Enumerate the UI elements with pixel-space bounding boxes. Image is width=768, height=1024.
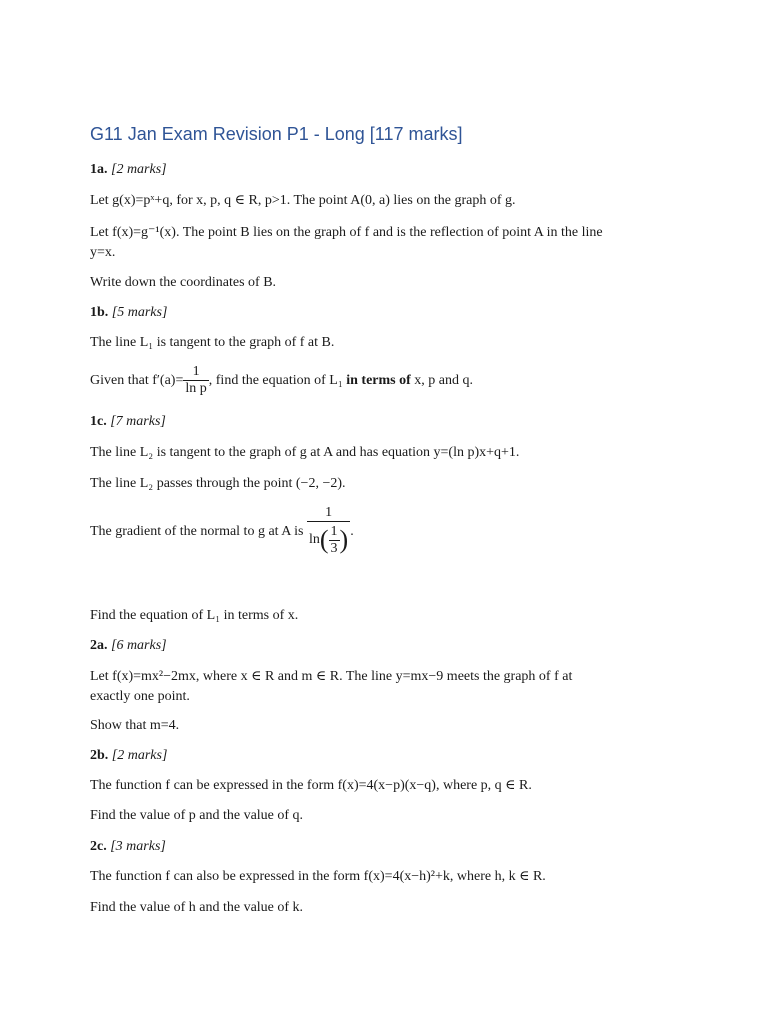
question-number: 2c. <box>90 839 107 854</box>
question-header-1c <box>90 412 166 432</box>
question-header-1b <box>90 303 167 323</box>
gradient-numerator: 1 <box>325 505 333 521</box>
question-marks: [7 marks] <box>110 414 166 429</box>
given-bold: in terms of <box>346 373 411 388</box>
inner-denominator: 3 <box>330 540 338 556</box>
question-instruction: Find the value of h and the value of k. <box>90 900 304 915</box>
given-middle: , find the equation of L₁ <box>208 373 347 388</box>
paren-right: ) <box>339 525 349 555</box>
question-number: 1b. <box>90 305 109 320</box>
fraction <box>183 364 208 397</box>
question-instruction: Find the equation of L₁ in terms of x. <box>90 608 299 623</box>
question-text: The line L₂ passes through the point (−2, −2). <box>90 476 346 491</box>
question-text: y=x. <box>90 245 116 260</box>
question-instruction: Write down the coordinates of B. <box>90 275 277 290</box>
inner-fraction <box>329 524 340 557</box>
question-text: Let f(x)=g⁻¹(x). The point B lies on the graph of f and is the reflection of point A in the line <box>90 225 603 240</box>
given-prefix: Given that f′(a)= <box>90 373 184 388</box>
question-number: 1a. <box>90 162 108 177</box>
question-marks: [5 marks] <box>111 305 168 320</box>
question-marks: [2 marks] <box>111 748 168 763</box>
document-title: G11 Jan Exam Revision P1 - Long [117 marks] <box>90 124 463 144</box>
question-header-2b <box>90 746 167 766</box>
question-text: The line L₂ is tangent to the graph of g at A and has equation y=(ln p)x+q+1. <box>90 445 520 460</box>
question-text: The function f can also be expressed in the form f(x)=4(x−h)²+k, where h, k ∈ R. <box>90 869 546 884</box>
gradient-suffix: . <box>350 524 354 539</box>
fraction-denominator: ln p <box>185 381 207 397</box>
question-text: The line L₁ is tangent to the graph of f at B. <box>90 335 335 350</box>
question-marks: [2 marks] <box>111 162 167 177</box>
paren-left: ( <box>319 525 329 555</box>
question-text: The function f can be expressed in the form f(x)=4(x−p)(x−q), where p, q ∈ R. <box>90 778 532 793</box>
question-header-2a <box>90 636 167 656</box>
question-number: 2b. <box>90 748 109 763</box>
fraction-numerator: 1 <box>192 364 200 380</box>
question-text: Let g(x)=pˣ+q, for x, p, q ∈ R, p>1. The point A(0, a) lies on the graph of g. <box>90 193 516 208</box>
gradient-denominator <box>307 521 350 558</box>
gradient-prefix: The gradient of the normal to g at A is <box>90 524 304 539</box>
question-header-2c <box>90 837 166 857</box>
ln-label: ln <box>308 532 320 548</box>
question-text-given <box>90 363 473 399</box>
inner-numerator: 1 <box>330 523 338 539</box>
question-marks: [3 marks] <box>110 839 166 854</box>
question-marks: [6 marks] <box>111 638 167 653</box>
question-instruction: Show that m=4. <box>90 718 180 733</box>
question-text: exactly one point. <box>90 689 190 704</box>
question-text: Let f(x)=mx²−2mx, where x ∈ R and m ∈ R. The line y=mx−9 meets the graph of f at <box>90 669 573 684</box>
given-end: x, p and q. <box>410 373 473 388</box>
question-instruction: Find the value of p and the value of q. <box>90 808 304 823</box>
gradient-fraction <box>307 505 350 558</box>
question-header-1a <box>90 160 167 180</box>
question-number: 2a. <box>90 638 108 653</box>
question-number: 1c. <box>90 414 107 429</box>
question-text-gradient <box>90 502 354 562</box>
